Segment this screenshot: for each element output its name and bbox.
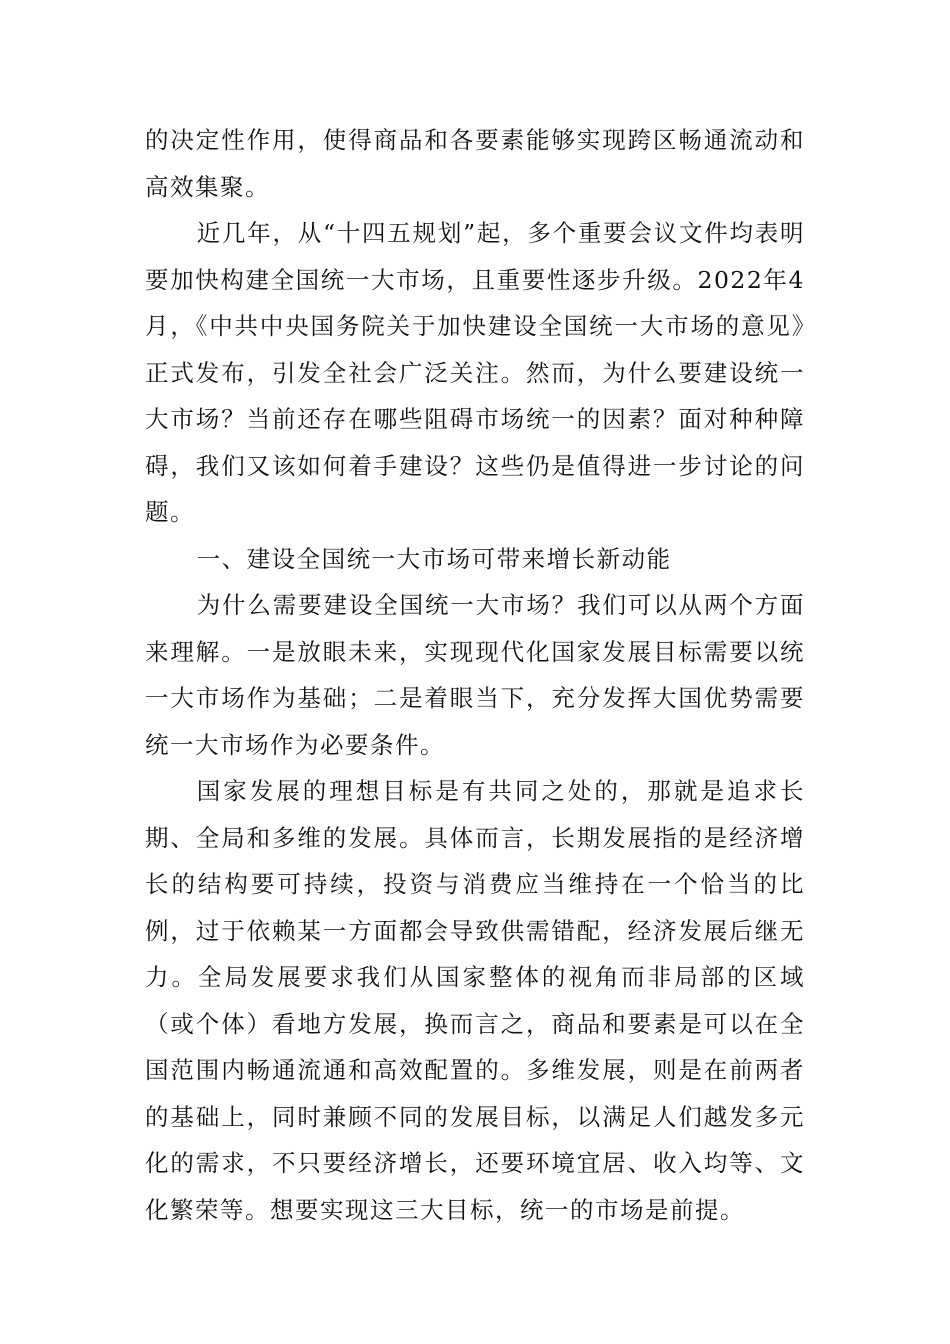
paragraph-reasons: 为什么需要建设全国统一大市场？我们可以从两个方面来理解。一是放眼未来，实现现代化国家发展目标需要以统一大市场作为基础；二是着眼当下，充分发挥大国优势需要统一大市场作为必要条件。 — [145, 591, 805, 759]
paragraph-continuation: 的决定性作用，使得商品和各要素能够实现跨区畅通流动和高效集聚。 — [145, 126, 805, 201]
document-body — [145, 117, 805, 1233]
paragraph-background: 近几年，从“十四五规划”起，多个重要会议文件均表明要加快构建全国统一大市场，且重要性逐步升级。2022年4月，《中共中央国务院关于加快建设全国统一大市场的意见》正式发布，引发全社会广泛关注。然而，为什么要建设统一大市场？当前还存在哪些阻碍市场统一的因素？面对种种障碍，我们又该如何着手建设？这些仍是值得进一步讨论的问题。 — [145, 219, 805, 526]
paragraph-development-goals: 国家发展的理想目标是有共同之处的，那就是追求长期、全局和多维的发展。具体而言，长期发展指的是经济增长的结构要可持续，投资与消费应当维持在一个恰当的比例，过于依赖某一方面都会导致供需错配，经济发展后继无力。全局发展要求我们从国家整体的视角而非局部的区域（或个体）看地方发展，换而言之，商品和要素是可以在全国范围内畅通流通和高效配置的。多维发展，则是在前两者的基础上，同时兼顾不同的发展目标，以满足人们越发多元化的需求，不只要经济增长，还要环境宜居、收入均等、文化繁荣等。想要实现这三大目标，统一的市场是前提。 — [145, 777, 805, 1224]
section-heading: 一、建设全国统一大市场可带来增长新动能 — [196, 544, 672, 573]
